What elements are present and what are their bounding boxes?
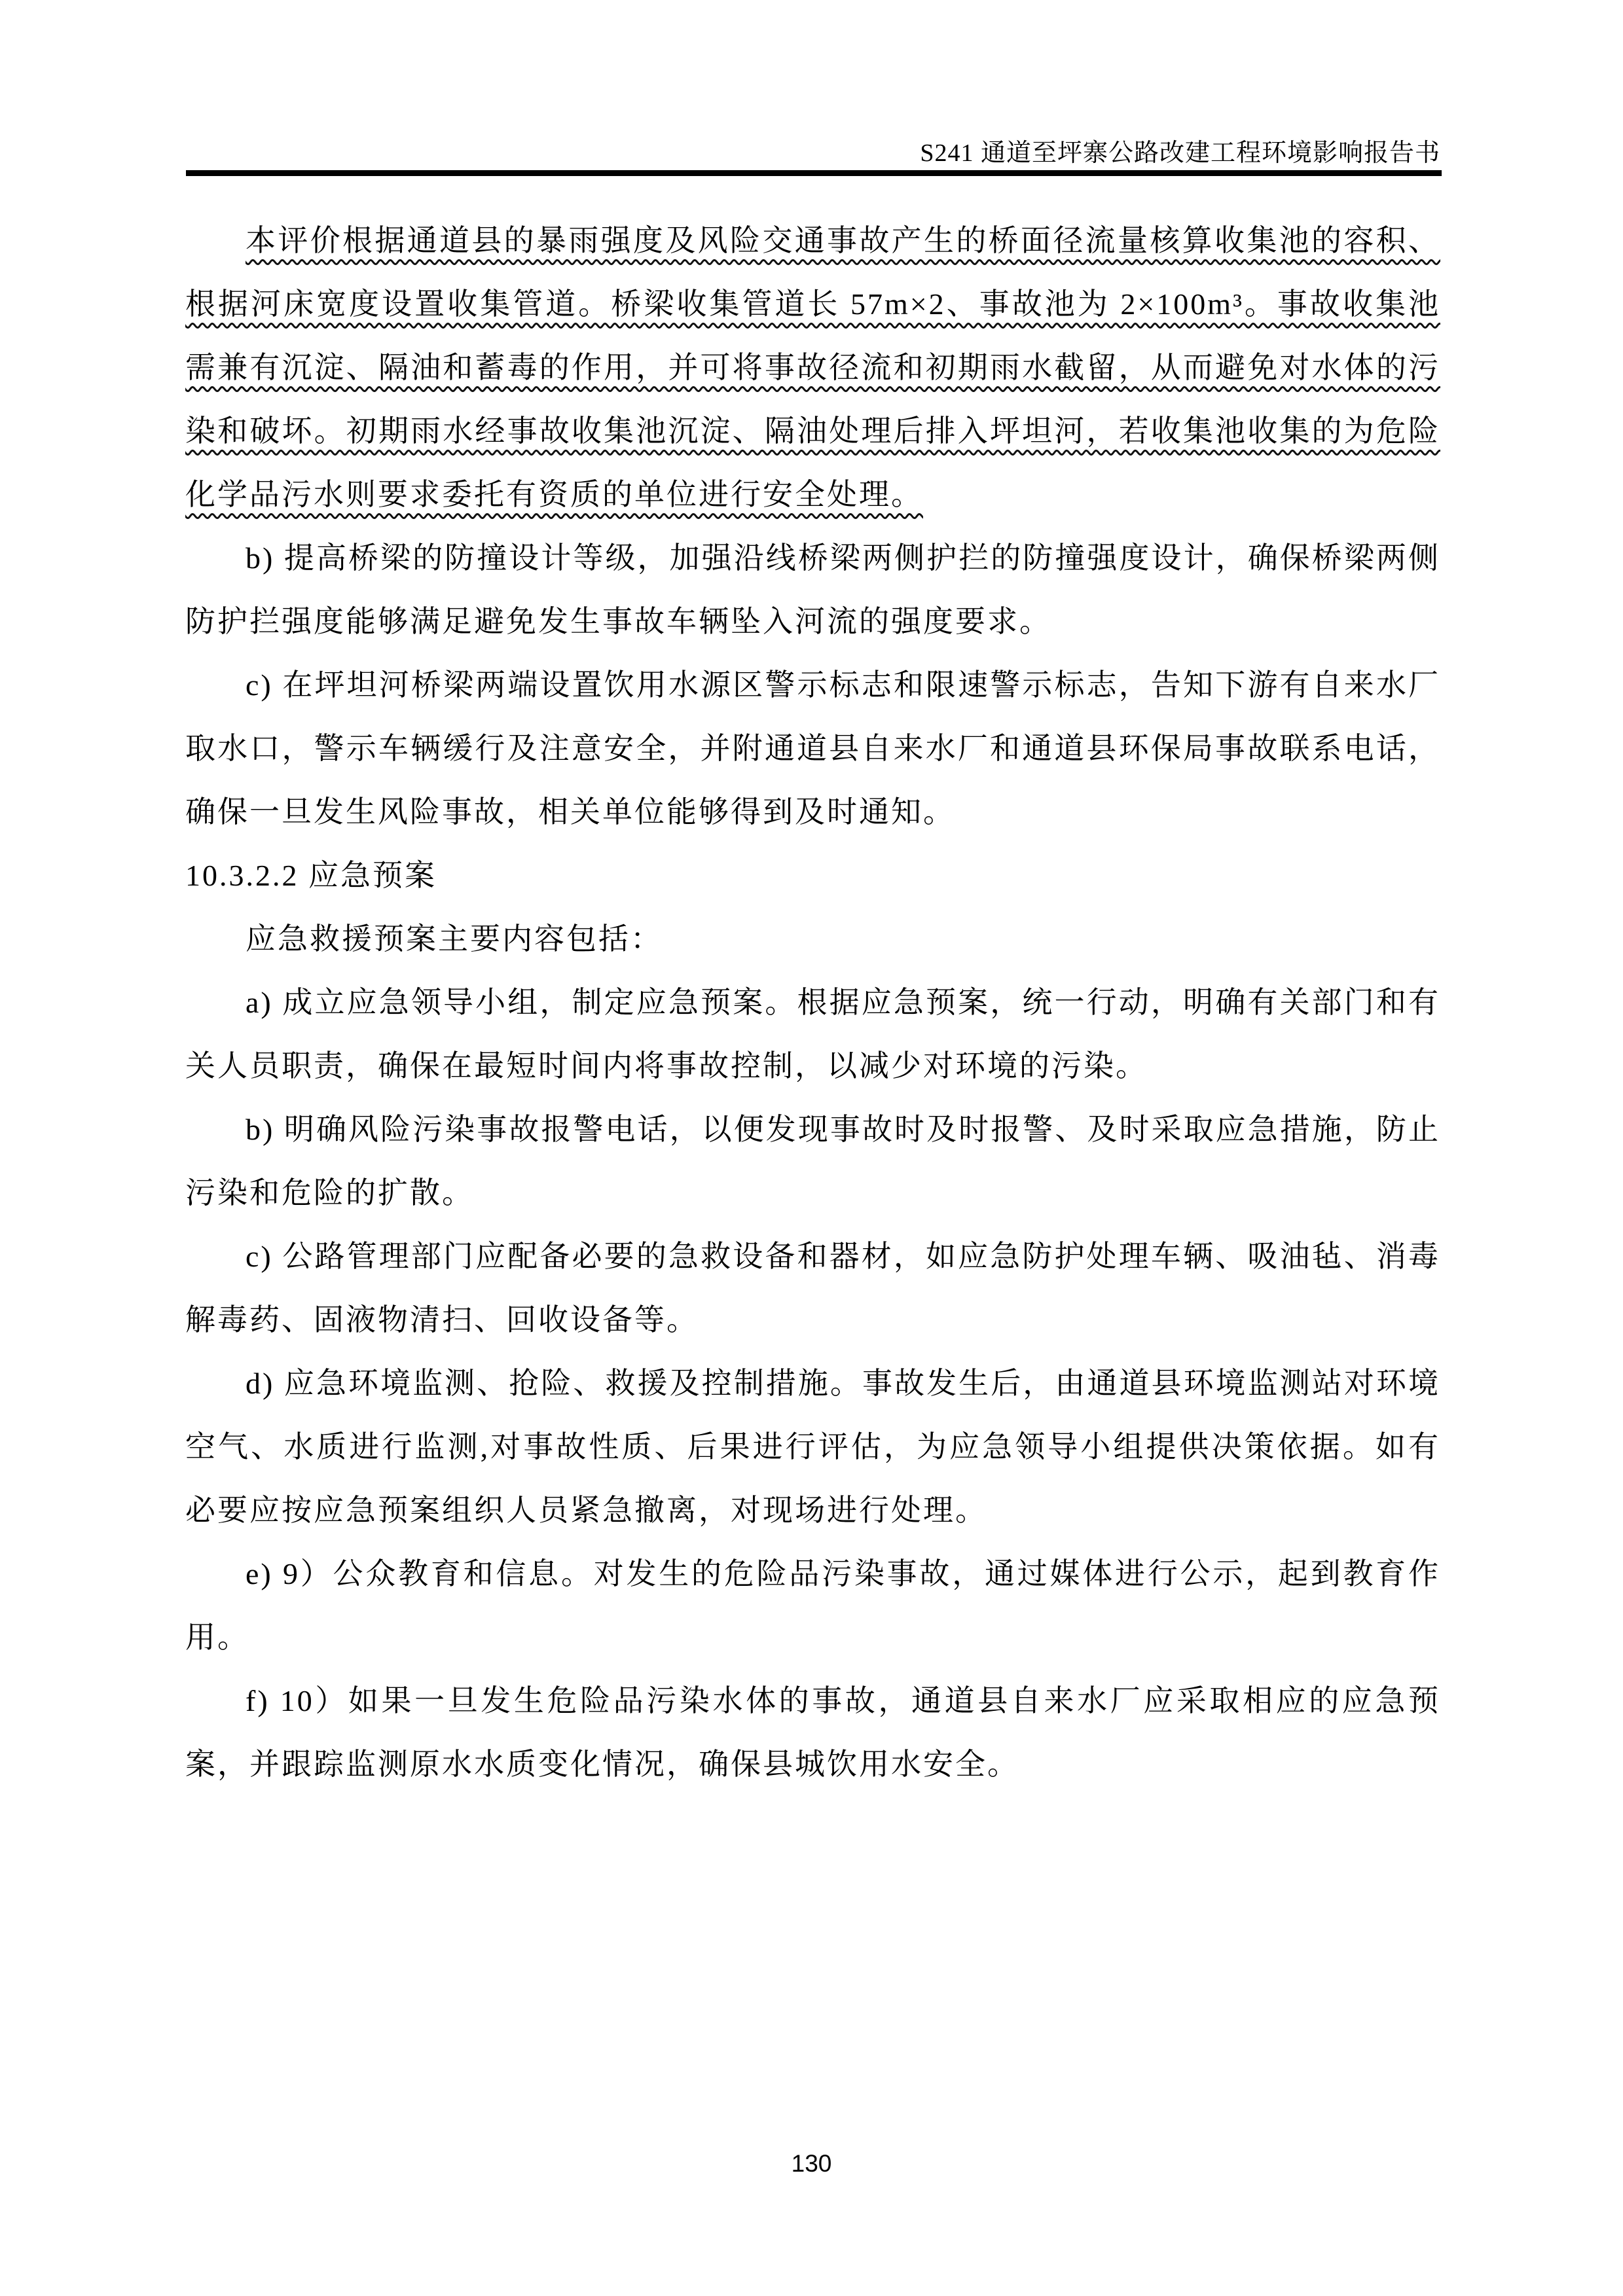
page-footer	[0, 2151, 1623, 2178]
page-header-title: S241 通道至坪寨公路改建工程环境影响报告书	[920, 139, 1440, 167]
paragraph-item-c-rescue-equipment: c) 公路管理部门应配备必要的急救设备和器材，如应急防护处理车辆、吸油毡、消毒解毒药、固液物清扫、回收设备等。	[185, 1240, 1440, 1336]
paragraph-plan-intro: 应急救援预案主要内容包括：	[246, 922, 663, 956]
paragraph-item-c-warning-signs: c) 在坪坦河桥梁两端设置饮用水源区警示标志和限速警示标志，告知下游有自来水厂取水口，警示车辆缓行及注意安全，并附通道县自来水厂和通道县环保局事故联系电话，确保一旦发生风险事故，相关单位能够得到及时通知。	[185, 668, 1440, 829]
paragraph-item-f-waterworks-plan: f) 10）如果一旦发生危险品污染水体的事故，通道县自来水厂应采取相应的应急预案，并跟踪监测原水水质变化情况，确保县城饮用水安全。	[185, 1684, 1440, 1781]
document-body	[185, 209, 1440, 1796]
paragraph-item-b-alarm-phone: b) 明确风险污染事故报警电话，以便发现事故时及时报警、及时采取应急措施，防止污染和危险的扩散。	[185, 1113, 1440, 1210]
paragraph-accident-collection-pool: 本评价根据通道县的暴雨强度及风险交通事故产生的桥面径流量核算收集池的容积、根据河床宽度设置收集管道。桥梁收集管道长 57m×2、事故池为 2×100m³。事故收集池需兼有沉淀、隔油和蓄毒的作用，并可将事故径流和初期雨水截留，从而避免对水体的污染和破坏。初期雨水经事故收集池沉淀、隔油处理后排入坪坦河，若收集池收集的为危险化学品污水则要求委托有资质的单位进行安全处理。	[185, 224, 1440, 511]
section-heading-emergency-plan: 10.3.2.2 应急预案	[185, 859, 437, 892]
header-rule	[186, 170, 1442, 176]
paragraph-item-a-leading-group: a) 成立应急领导小组，制定应急预案。根据应急预案，统一行动，明确有关部门和有关人员职责，确保在最短时间内将事故控制，以减少对环境的污染。	[185, 986, 1440, 1083]
paragraph-item-b-bridge-guardrail: b) 提高桥梁的防撞设计等级，加强沿线桥梁两侧护拦的防撞强度设计，确保桥梁两侧防护拦强度能够满足避免发生事故车辆坠入河流的强度要求。	[185, 541, 1440, 638]
page-number: 130	[791, 2150, 832, 2177]
paragraph-item-e-public-education: e) 9）公众教育和信息。对发生的危险品污染事故，通过媒体进行公示，起到教育作用。	[185, 1557, 1440, 1654]
paragraph-item-d-monitoring-control: d) 应急环境监测、抢险、救援及控制措施。事故发生后，由通道县环境监测站对环境空气、水质进行监测,对事故性质、后果进行评估，为应急领导小组提供决策依据。如有必要应按应急预案组织人员紧急撤离，对现场进行处理。	[185, 1367, 1440, 1527]
